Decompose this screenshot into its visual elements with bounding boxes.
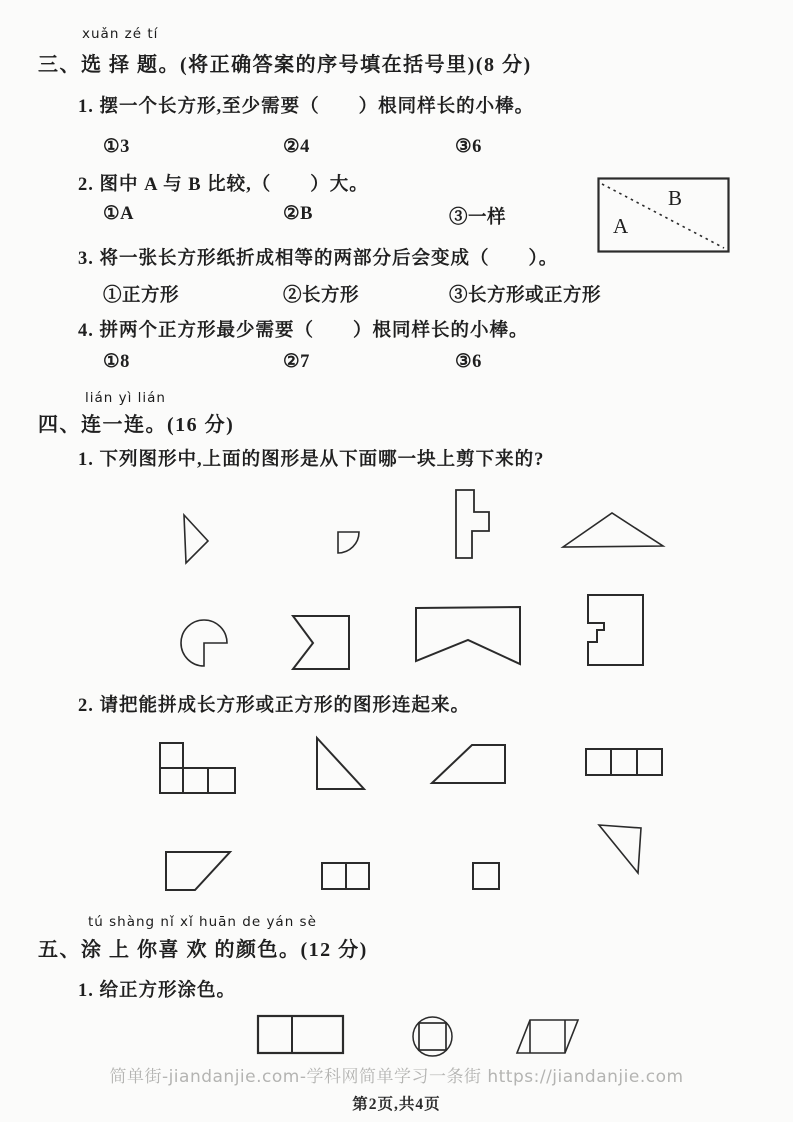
region-label-b: B	[668, 186, 683, 210]
section5-title: 五、涂 上 你喜 欢 的颜色。(12 分)	[38, 939, 368, 961]
figure-rectangle-with-bottom-chevron-notch	[416, 607, 520, 664]
sec4-question-2: 2. 请把能拼成长方形或正方形的图形连起来。	[78, 696, 471, 716]
pinyin-xuan-ze-ti: xuǎn zé tí	[82, 26, 159, 42]
figure-wide-triangle	[563, 513, 663, 547]
region-label-a: A	[613, 214, 629, 238]
sec3-question-3: 3. 将一张长方形纸折成相等的两部分后会变成（ ）。	[78, 249, 559, 269]
sec3-q4-option-3: ③6	[455, 352, 482, 372]
figure-ab-rectangle	[599, 179, 729, 252]
sec3-question-1: 1. 摆一个长方形,至少需要（ ）根同样长的小棒。	[78, 97, 535, 117]
figure-right-pointing-triangle	[184, 515, 208, 563]
figure-bar-with-right-tab	[456, 490, 489, 558]
sec3-q3-option-1: ①正方形	[103, 286, 180, 306]
sec3-q3-option-3: ③长方形或正方形	[449, 286, 602, 306]
pinyin-tu-shang-ni-xi-huan-de-yan-se: tú shàng nǐ xǐ huān de yán sè	[88, 914, 317, 930]
figure-right-triangle	[317, 738, 364, 789]
figure-parallelogram-with-inscribed-square	[517, 1020, 578, 1053]
sec3-q1-option-3: ③6	[455, 137, 482, 157]
sec3-q1-option-1: ①3	[103, 137, 130, 157]
site-watermark: 简单街-jiandanjie.com-学科网简单学习一条街 https://jiandanjie.com	[109, 1067, 684, 1087]
figure-square-with-left-triangle-notch	[293, 616, 349, 669]
page-number: 第2页,共4页	[352, 1096, 441, 1113]
figure-downward-right-triangle	[599, 825, 641, 873]
sec3-q4-option-2: ②7	[283, 352, 310, 372]
sec3-q2-option-2: ②B	[283, 204, 313, 224]
sec3-q2-option-1: ①A	[103, 204, 134, 224]
sec4-question-1: 1. 下列图形中,上面的图形是从下面哪一块上剪下来的?	[78, 450, 545, 470]
figure-row-of-three-squares	[586, 749, 662, 775]
figure-row-of-two-squares	[322, 863, 369, 889]
figure-rectangle-with-left-step-notch	[588, 595, 643, 665]
section4-title: 四、连一连。(16 分)	[38, 414, 235, 436]
sec3-q3-option-2: ②长方形	[283, 286, 360, 306]
sec3-question-4: 4. 拼两个正方形最少需要（ ）根同样长的小棒。	[78, 321, 529, 341]
figure-quarter-circle-sector	[338, 532, 359, 553]
sec5-question-1: 1. 给正方形涂色。	[78, 981, 237, 1001]
figure-l-shape-of-four-squares	[160, 743, 235, 793]
sec3-question-2: 2. 图中 A 与 B 比较,（ ）大。	[78, 175, 369, 195]
figure-circle-with-inscribed-square	[413, 1017, 452, 1056]
figure-small-square	[473, 863, 499, 889]
sec3-q1-option-2: ②4	[283, 137, 310, 157]
figure-circle-with-quarter-notch	[181, 620, 227, 666]
sec3-q4-option-1: ①8	[103, 352, 130, 372]
pinyin-lian-yi-lian: lián yì lián	[85, 390, 166, 406]
section3-title: 三、选 择 题。(将正确答案的序号填在括号里)(8 分)	[38, 54, 532, 76]
figure-left-trapezoid	[166, 852, 230, 890]
sec3-q2-option-3: ③一样	[449, 208, 507, 228]
figure-right-trapezoid	[432, 745, 505, 783]
figure-rectangle-split-square-rectangle	[258, 1016, 343, 1053]
